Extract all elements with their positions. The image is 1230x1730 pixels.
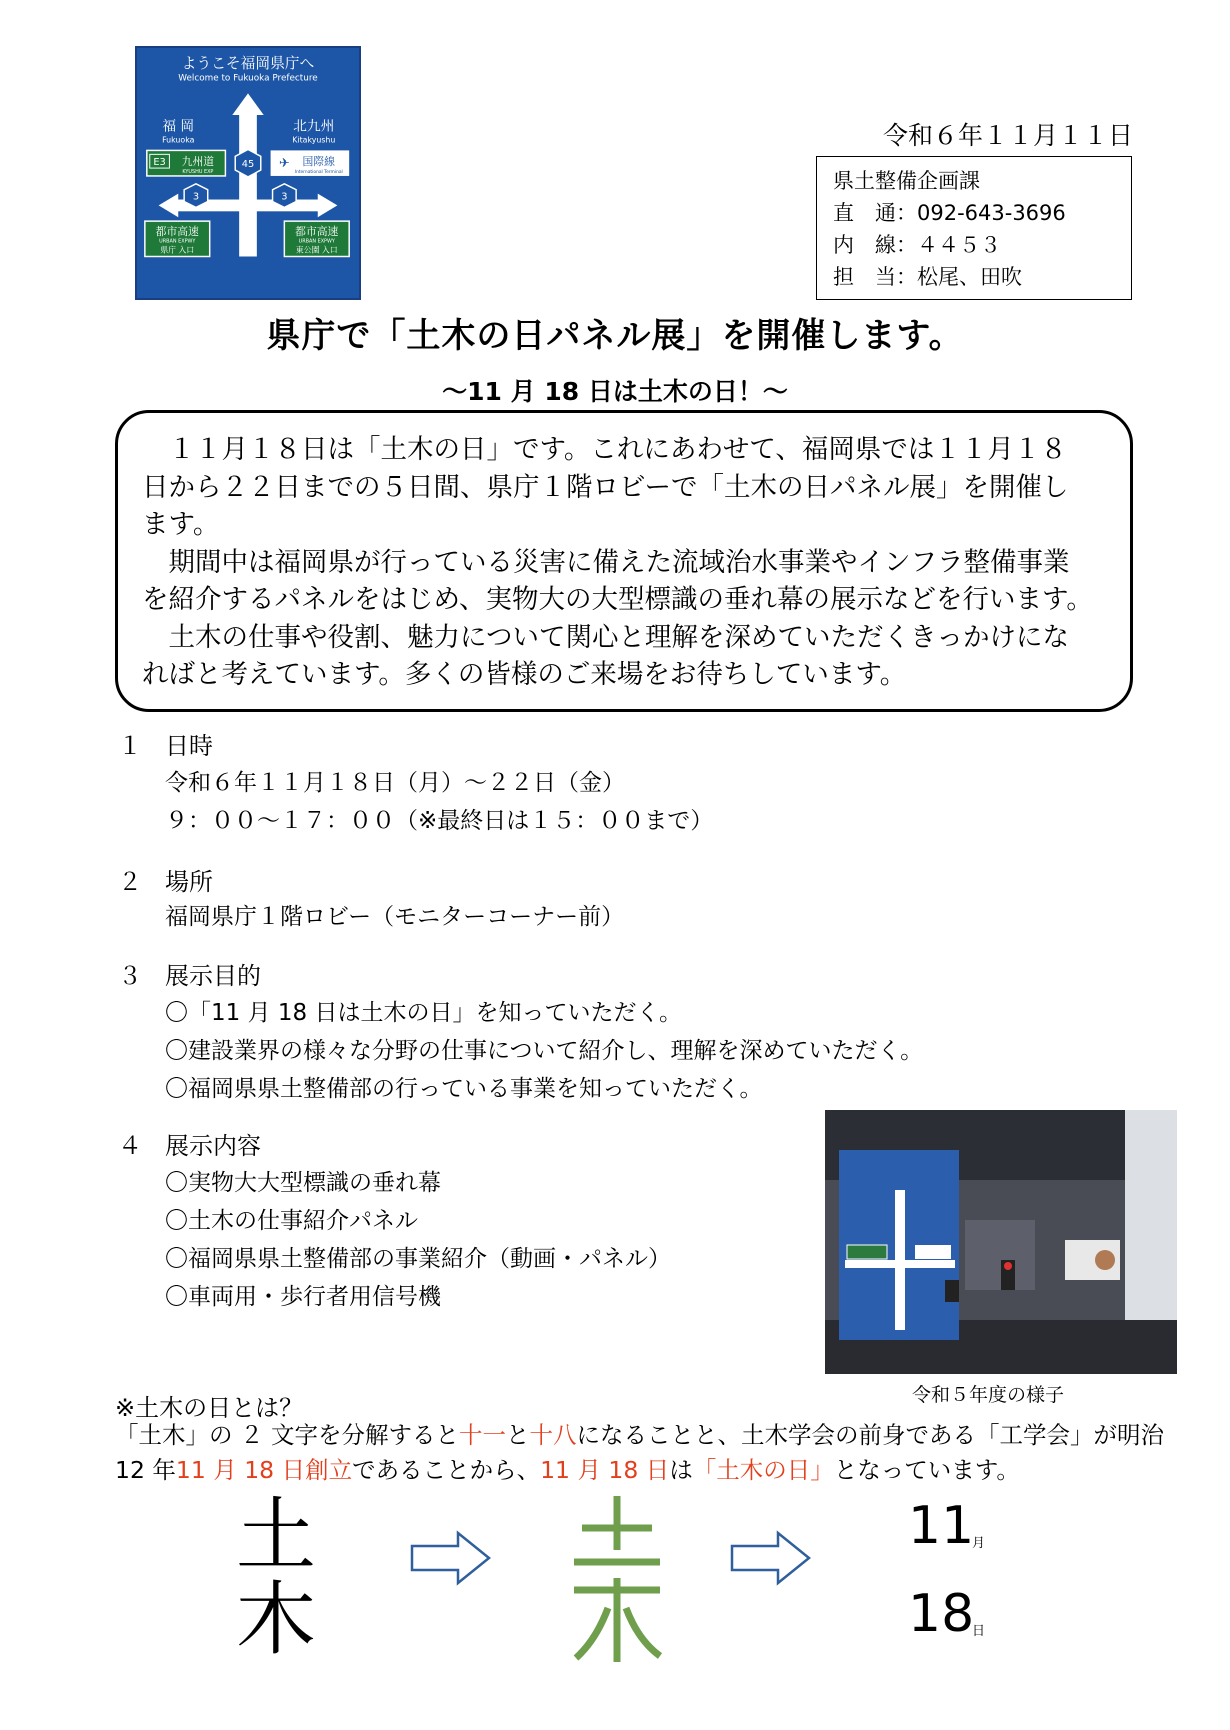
day-unit: 日 <box>972 1624 986 1639</box>
note-body <box>115 1418 1164 1488</box>
sign-side-route-left: 3 <box>192 191 200 203</box>
month-unit: 月 <box>972 1536 986 1551</box>
lobby-photo-illustration <box>825 1110 1177 1374</box>
sign-left-city-en: Fukuoka <box>162 135 195 145</box>
section-2-heading: 場所 <box>165 868 213 896</box>
sign-welcome-jp: ようこそ福岡県庁へ <box>181 54 315 72</box>
note-line-1: 「土木」の ２ 文字を分解すると十一と十八になることと、土木学会の前身である「工学会」が明治 <box>115 1421 1164 1449</box>
sign-bottom-right-en: URBAN EXPWY <box>298 238 335 245</box>
intro-line: １１月１８日は「土木の日」です。これにあわせて、福岡県では１１月１８ <box>168 434 1067 465</box>
sign-arrow-up <box>232 93 263 115</box>
arrow-right-icon <box>410 1530 492 1586</box>
section-3-line: 〇福岡県県土整備部の行っている事業を知っていただく。 <box>165 1076 763 1102</box>
section-3-line: 〇「11 月 18 日は土木の日」を知っていただく。 <box>165 1000 683 1026</box>
note-line-2: 12 年11 月 18 日創立であることから、11 月 18 日は「土木の日」となっています。 <box>115 1456 1020 1484</box>
page-subtitle: ～11 月 18 日は土木の日！～ <box>442 377 788 406</box>
sign-left-route-jp: 九州道 <box>181 155 215 169</box>
section-1-heading: 日時 <box>165 732 213 760</box>
sign-bottom-right-jp: 都市高速 <box>295 224 339 238</box>
split-stroke-hachi <box>626 1608 660 1656</box>
sign-bottom-right-sub: 東公園 入口 <box>295 245 338 255</box>
section-2-line: 福岡県庁１階ロビー（モニターコーナー前） <box>165 904 625 930</box>
road-sign-graphic <box>137 48 359 298</box>
split-kanji-graphic <box>570 1490 664 1666</box>
section-1-line: ９：００～１７：００（※最終日は１５：００まで） <box>165 808 714 834</box>
intro-line: ます。 <box>142 509 220 540</box>
section-2-number: ２ <box>118 868 142 896</box>
section-3-number: ３ <box>118 962 142 990</box>
sign-right-city-jp: 北九州 <box>293 118 335 135</box>
kanji-do: 土 <box>236 1489 316 1582</box>
day-number: 18 <box>908 1584 975 1644</box>
welcome-sign-logo <box>135 46 361 300</box>
highlight-juhachi: 十八 <box>529 1421 577 1449</box>
intro-line: 期間中は福岡県が行っている災害に備えた流域治水事業やインフラ整備事業 <box>168 546 1070 578</box>
sign-right-route-en: International Terminal <box>294 170 343 175</box>
sign-arrow-left <box>159 194 179 218</box>
contact-staff: 担 当：松尾、田吹 <box>833 265 1022 289</box>
split-stroke-hachi <box>576 1608 608 1658</box>
section-4-heading: 展示内容 <box>165 1132 261 1160</box>
exhibition-photo <box>825 1110 1177 1374</box>
page-title: 県庁で「土木の日パネル展」を開催します。 <box>266 316 964 356</box>
section-4-line: 〇車両用・歩行者用信号機 <box>165 1284 441 1310</box>
section-4-line: 〇福岡県県土整備部の事業紹介（動画・パネル） <box>165 1246 671 1272</box>
section-3-line: 〇建設業界の様々な分野の仕事について紹介し、理解を深めていただく。 <box>165 1038 924 1064</box>
month-number: 11 <box>908 1496 975 1556</box>
sign-right-city-en: Kitakyushu <box>292 135 336 145</box>
kanji-boku: 木 <box>236 1573 316 1666</box>
airplane-icon: ✈ <box>279 156 290 172</box>
sign-right-route-jp: 国際線 <box>302 155 335 169</box>
section-1-number: １ <box>118 732 142 760</box>
sign-left-route-code: E3 <box>153 157 166 169</box>
highlight-doboku-day: 「土木の日」 <box>692 1456 834 1484</box>
arrow-right-icon <box>730 1530 812 1586</box>
contact-box <box>816 156 1132 300</box>
intro-line: ればと考えています。多くの皆様のご来場をお待ちしています。 <box>142 659 907 690</box>
sign-left-route-en: KYUSHU EXP <box>182 169 214 175</box>
section-4-number: ４ <box>118 1132 142 1160</box>
sign-center-route: 45 <box>241 159 255 171</box>
sign-side-route-right: 3 <box>281 191 288 203</box>
intro-line: 土木の仕事や役割、魅力について関心と理解を深めていただくきっかけにな <box>168 621 1069 653</box>
note-heading: ※土木の日とは？ <box>115 1394 304 1422</box>
sign-welcome-en: Welcome to Fukuoka Prefecture <box>178 73 318 84</box>
sign-bottom-left-sub: 県庁 入口 <box>160 245 195 255</box>
section-1-line: 令和６年１１月１８日（月）～２２日（金） <box>165 770 625 796</box>
sign-bottom-left-en: URBAN EXPWY <box>159 238 196 245</box>
highlight-founding-date: 11 月 18 日創立 <box>175 1456 353 1484</box>
photo-caption: 令和５年度の様子 <box>912 1384 1065 1406</box>
intro-line: 日から２２日までの５日間、県庁１階ロビーで「土木の日パネル展」を開催し <box>142 471 1069 503</box>
section-4-line: 〇実物大大型標識の垂れ幕 <box>165 1170 441 1196</box>
sign-road-vertical <box>239 109 257 256</box>
contact-extension: 内 線：４４５３ <box>833 233 1001 257</box>
highlight-juichi: 十一 <box>458 1421 506 1449</box>
intro-line: を紹介するパネルをはじめ、実物大の大型標識の垂れ幕の展示などを行います。 <box>142 584 1093 615</box>
contact-direct-phone: 直 通：092-643-3696 <box>833 201 1066 225</box>
issue-date: 令和６年１１月１１日 <box>882 121 1133 150</box>
intro-box <box>115 410 1133 712</box>
sign-left-city-jp: 福 岡 <box>162 118 195 135</box>
section-4-line: 〇土木の仕事紹介パネル <box>165 1208 418 1234</box>
contact-dept: 県土整備企画課 <box>833 169 980 193</box>
section-3-heading: 展示目的 <box>165 962 261 990</box>
sign-bottom-left-jp: 都市高速 <box>155 224 199 238</box>
sign-arrow-right <box>318 194 338 218</box>
highlight-date: 11 月 18 日 <box>540 1456 670 1484</box>
